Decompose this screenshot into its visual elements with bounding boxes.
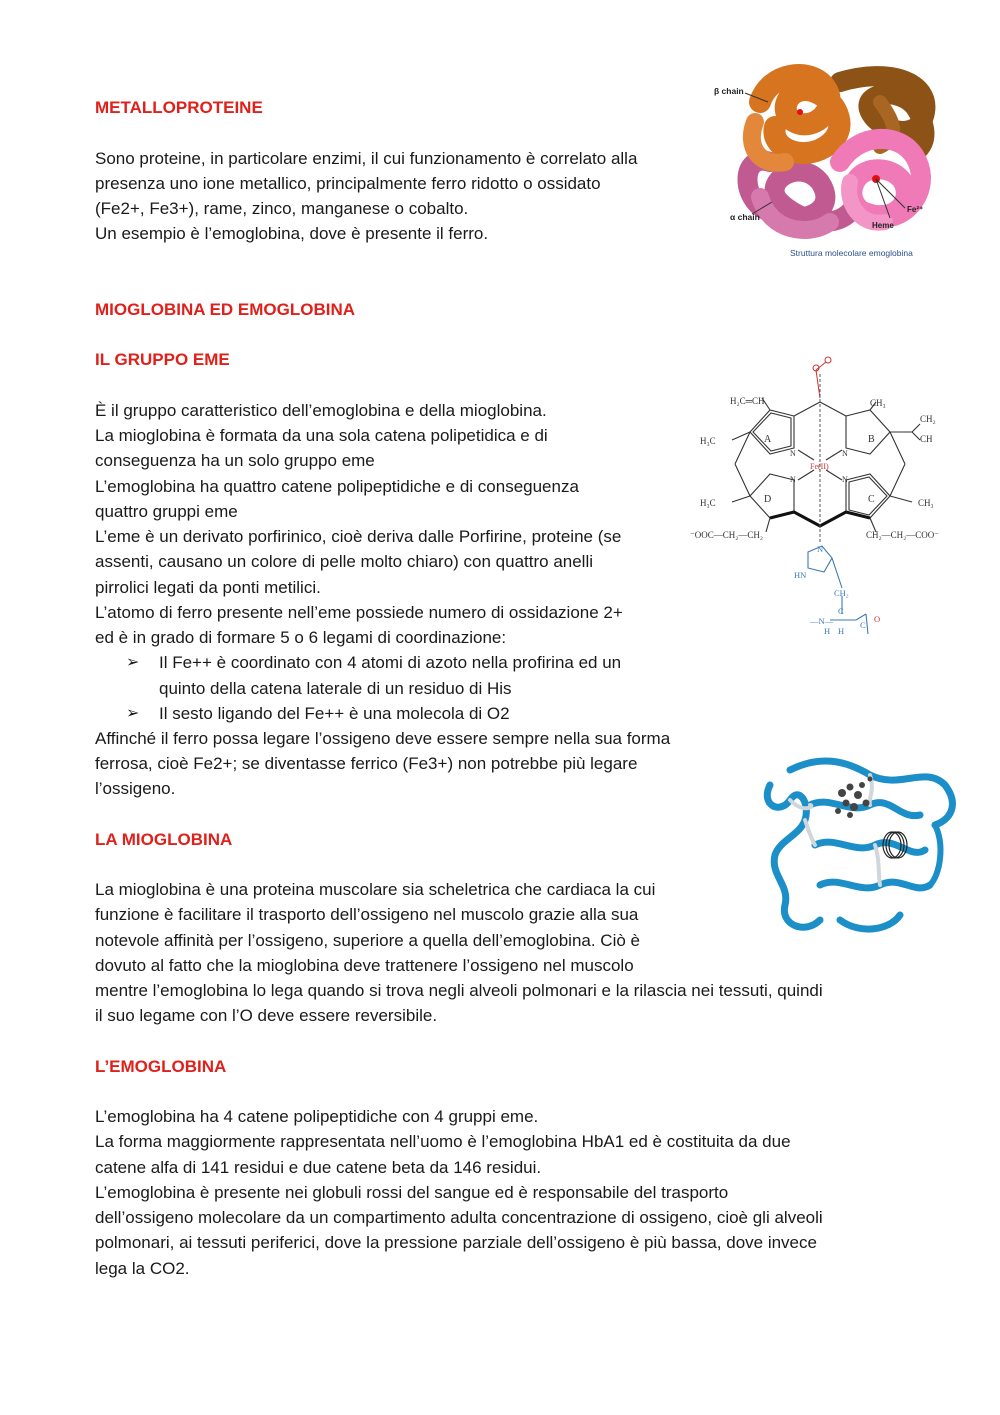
bullet-line: Il Fe++ è coordinato con 4 atomi di azoto nella profirina ed un <box>159 653 622 672</box>
paragraph-line: L’atomo di ferro presente nell’eme possiede numero di ossidazione 2+ <box>95 603 623 622</box>
hemoglobin-structure-image <box>700 62 960 264</box>
his-label: O <box>874 614 881 624</box>
paragraph-line: conseguenza ha un solo gruppo eme <box>95 451 375 470</box>
ring-label: A <box>764 434 772 445</box>
paragraph-line: L’eme è un derivato porfirinico, cioè deriva dalle Porfirine, proteine (se <box>95 527 622 546</box>
iron-label: Fe(II) <box>810 462 829 471</box>
alpha-chain-label: α chain <box>730 212 760 222</box>
fe-label: Fe²⁺ <box>907 205 924 214</box>
paragraph-line: catene alfa di 141 residui e due catene beta da 146 residui. <box>95 1158 542 1177</box>
paragraph-line: dovuto al fatto che la mioglobina deve trattenere l’ossigeno nel muscolo <box>95 956 634 975</box>
heading-emoglobina: L’EMOGLOBINA <box>95 1057 227 1076</box>
paragraph-line: funzione è facilitare il trasporto dell’ossigeno nel muscolo grazie alla sua <box>95 905 639 924</box>
heme-substituent-label: CH₂ <box>920 414 936 424</box>
paragraph-line: L’emoglobina ha 4 catene polipeptidiche con 4 gruppi eme. <box>95 1107 539 1126</box>
paragraph-line: È il gruppo caratteristico dell’emoglobina e della mioglobina. <box>95 401 547 420</box>
nitrogen-label: N <box>790 475 796 484</box>
paragraph-line: L’emoglobina è presente nei globuli rossi del sangue ed è responsabile del trasporto <box>95 1183 729 1202</box>
nitrogen-label: N <box>842 475 848 484</box>
heading-mioglobina-emoglobina: MIOGLOBINA ED EMOGLOBINA <box>95 300 356 319</box>
paragraph-line: il suo legame con l’O deve essere reversibile. <box>95 1006 438 1025</box>
myoglobin-ribbon-image <box>750 745 960 945</box>
his-label: H <box>824 626 831 636</box>
heme-substituent-label: H₃C <box>700 498 716 508</box>
heme-substituent-label: CH₂—CH₂—COO⁻ <box>866 530 940 540</box>
paragraph-line: L’emoglobina ha quattro catene polipeptidiche e di conseguenza <box>95 477 579 496</box>
paragraph-line: La mioglobina è una proteina muscolare sia scheletrica che cardiaca la cui <box>95 880 656 899</box>
paragraph-line: quattro gruppi eme <box>95 502 238 521</box>
heading-gruppo-eme: IL GRUPPO EME <box>95 350 230 369</box>
paragraph-line: polmonari, ai tessuti periferici, dove la pressione parziale dell’ossigeno è più bassa, dove invece <box>95 1233 817 1252</box>
heme-substituent-label: CH₃ <box>870 398 886 408</box>
beta-chain-label: β chain <box>714 86 744 96</box>
nitrogen-label: N <box>842 449 848 458</box>
bullet-marker: ➢ <box>126 654 140 671</box>
paragraph-line: ferrosa, cioè Fe2+; se diventasse ferrico (Fe3+) non potrebbe più legare <box>95 754 638 773</box>
hemoglobin-caption: Struttura molecolare emoglobina <box>790 248 913 258</box>
bullet-marker: ➢ <box>126 705 140 722</box>
paragraph-line: La mioglobina è formata da una sola catena polipetidica e di <box>95 426 548 445</box>
his-label: HN <box>794 570 807 580</box>
paragraph-line: assenti, causano un colore di pelle molto chiaro) con quattro anelli <box>95 552 594 571</box>
his-label: CH₂ <box>834 588 849 598</box>
paragraph-line: dell’ossigeno molecolare da un compartimento adulta concentrazione di ossigeno, cioè gli alveoli <box>95 1208 823 1227</box>
paragraph-line: ed è in grado di formare 5 o 6 legami di coordinazione: <box>95 628 507 647</box>
heme-label: Heme <box>872 221 894 230</box>
paragraph-line: presenza uno ione metallico, principalmente ferro ridotto o ossidato <box>95 174 601 193</box>
his-label: N <box>817 544 824 554</box>
his-label: C <box>860 620 866 630</box>
heme-structure-diagram <box>690 352 962 647</box>
heme-substituent-label: H₂C═CH <box>730 396 765 406</box>
paragraph-line: mentre l’emoglobina lo lega quando si trova negli alveoli polmonari e la rilascia nei tessuti, quindi <box>95 981 823 1000</box>
ring-label: B <box>868 434 875 445</box>
his-label: C <box>838 606 844 616</box>
paragraph-line: La forma maggiormente rappresentata nell’uomo è l’emoglobina HbA1 ed è costituita da due <box>95 1132 791 1151</box>
bullet-line: Il sesto ligando del Fe++ è una molecola di O2 <box>159 704 510 723</box>
paragraph-line: (Fe2+, Fe3+), rame, zinco, manganese o cobalto. <box>95 199 469 218</box>
ring-label: C <box>868 494 875 505</box>
bullet-line: quinto della catena laterale di un residuo di His <box>159 679 512 698</box>
paragraph-line: Un esempio è l’emoglobina, dove è presente il ferro. <box>95 224 489 243</box>
paragraph-line: Sono proteine, in particolare enzimi, il cui funzionamento è correlato alla <box>95 149 638 168</box>
heading-mioglobina: LA MIOGLOBINA <box>95 830 233 849</box>
heme-substituent-label: CH₃ <box>918 498 934 508</box>
heme-substituent-label: CH <box>920 434 933 444</box>
heading-metalloproteine: METALLOPROTEINE <box>95 98 263 117</box>
ring-label: D <box>764 494 772 505</box>
paragraph-line: Affinché il ferro possa legare l’ossigeno deve essere sempre nella sua forma <box>95 729 671 748</box>
paragraph-line: pirrolici legati da ponti metilici. <box>95 578 321 597</box>
his-label: H <box>838 626 845 636</box>
paragraph-line: l’ossigeno. <box>95 779 176 798</box>
his-label: —N— <box>810 616 834 626</box>
paragraph-line: lega la CO2. <box>95 1259 190 1278</box>
nitrogen-label: N <box>790 449 796 458</box>
heme-substituent-label: ⁻OOC—CH₂—CH₂ <box>690 530 764 540</box>
heme-substituent-label: H₃C <box>700 436 716 446</box>
paragraph-line: notevole affinità per l’ossigeno, superiore a quella dell’emoglobina. Ciò è <box>95 931 640 950</box>
